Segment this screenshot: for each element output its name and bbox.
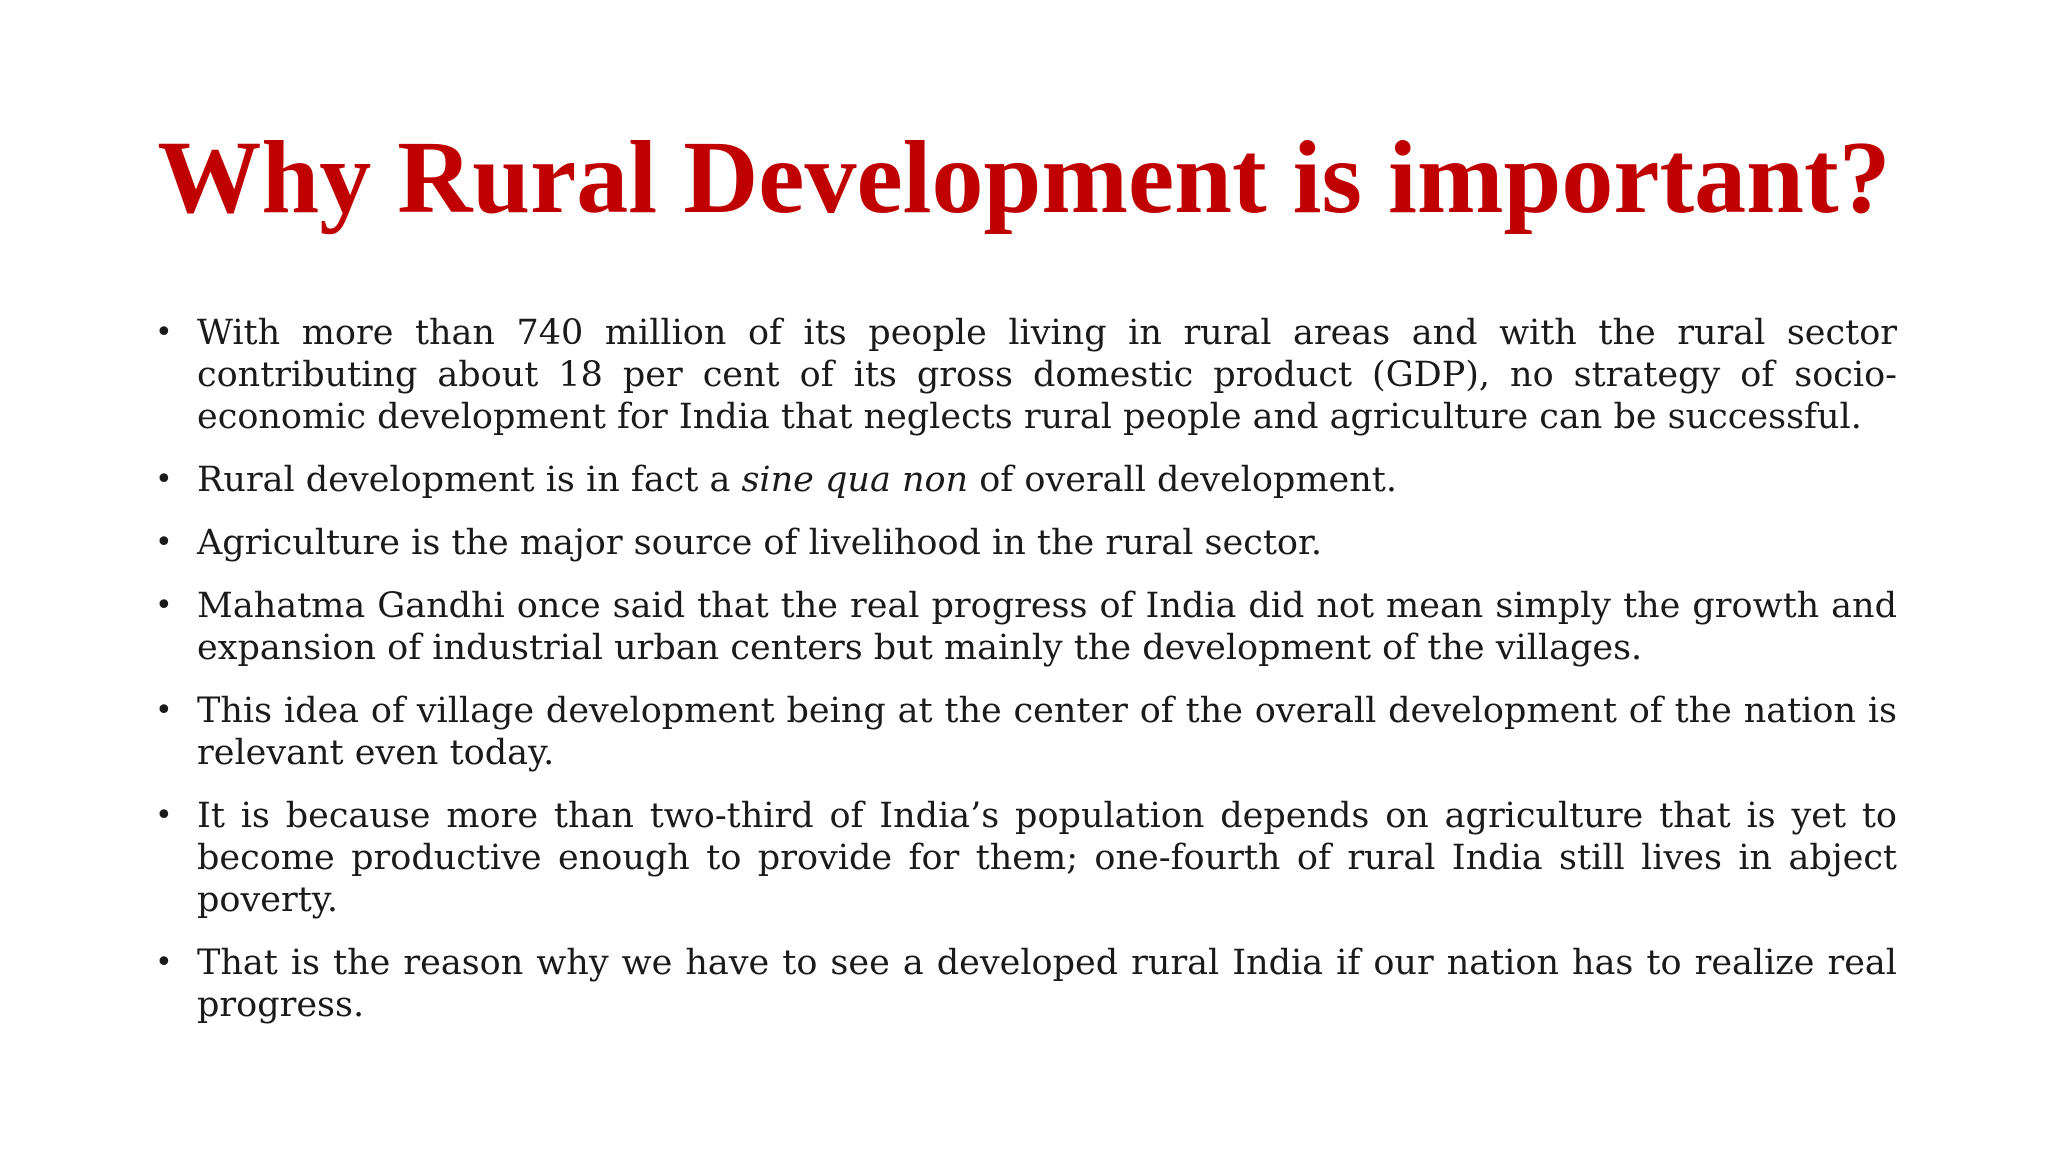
slide-title: Why Rural Development is important? (157, 120, 1891, 235)
bullet-dot-icon: • (155, 315, 173, 350)
bullet-text: With more than 740 million of its people living in rural areas and with the rural sector contributing about 18 per cent of its gross domestic product (GDP), no strategy of socio-economic development for India that neglects rural people and agriculture can be successful. (197, 313, 1897, 437)
bullet-dot-icon: • (155, 798, 173, 833)
bullet-item (155, 585, 1897, 669)
bullet-text (197, 459, 1897, 501)
bullet-text-start: Rural development is in fact a (197, 460, 742, 500)
bullet-item (155, 795, 1897, 921)
bullet-text: Mahatma Gandhi once said that the real progress of India did not mean simply the growth and expansion of industrial urban centers but mainly the development of the villages. (197, 586, 1897, 668)
bullet-item (155, 312, 1897, 438)
bullet-list (155, 312, 1897, 1047)
bullet-dot-icon: • (155, 588, 173, 623)
bullet-item (155, 942, 1897, 1026)
bullet-dot-icon: • (155, 462, 173, 497)
bullet-item (155, 459, 1897, 501)
bullet-text: Agriculture is the major source of livelihood in the rural sector. (197, 523, 1322, 563)
bullet-dot-icon: • (155, 525, 173, 560)
bullet-text-italic: sine qua non (741, 460, 969, 500)
bullet-text-end: of overall development. (968, 460, 1397, 500)
bullet-text: It is because more than two-third of India’s population depends on agriculture that is yet to become productive enough to provide for them; one-fourth of rural India still lives in abject poverty. (197, 796, 1897, 920)
bullet-item (155, 690, 1897, 774)
bullet-dot-icon: • (155, 945, 173, 980)
bullet-text: That is the reason why we have to see a developed rural India if our nation has to realize real progress. (197, 943, 1897, 1025)
bullet-dot-icon: • (155, 693, 173, 728)
bullet-item (155, 522, 1897, 564)
bullet-text: This idea of village development being at the center of the overall development of the nation is relevant even today. (197, 691, 1897, 773)
